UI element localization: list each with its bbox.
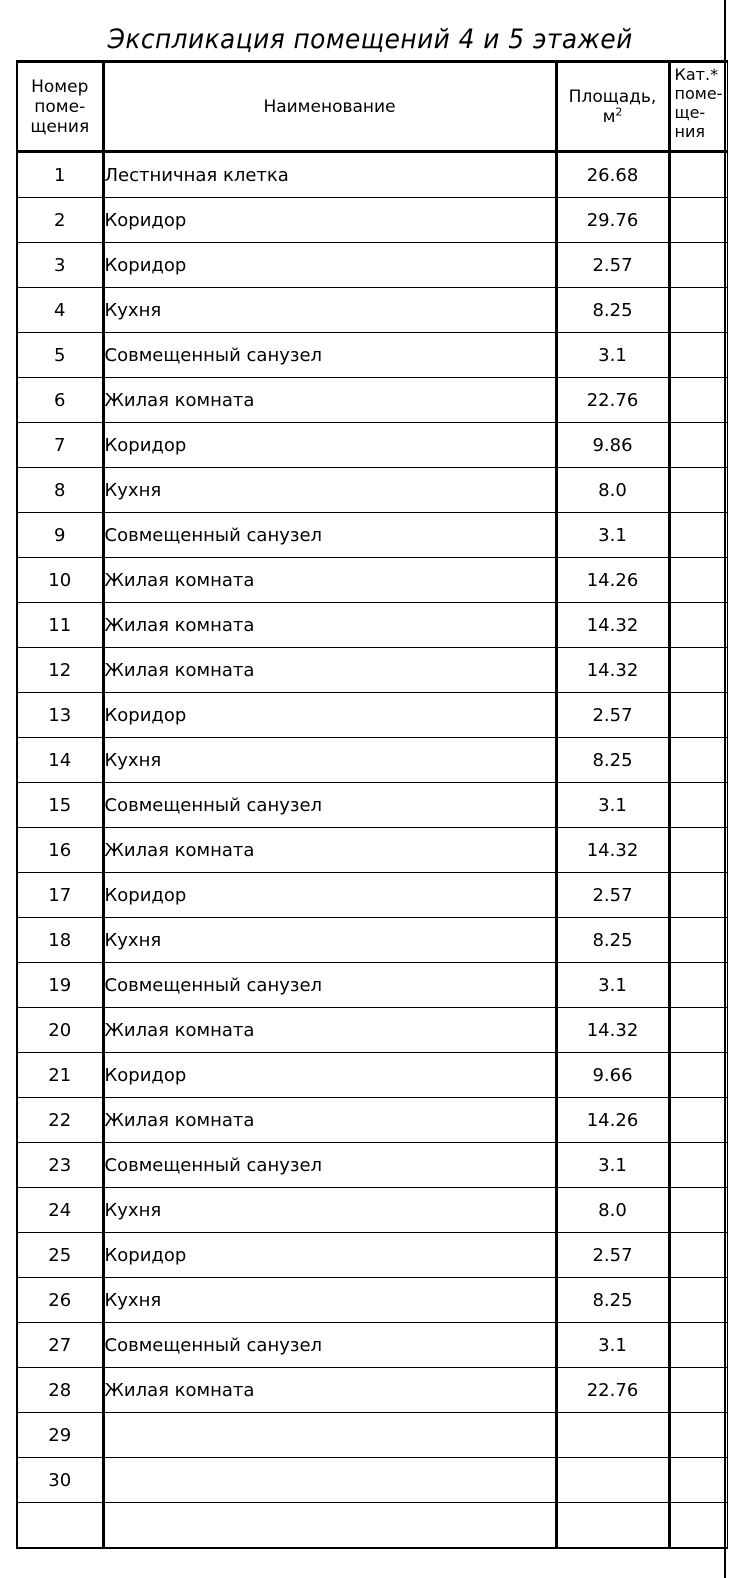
cell-area: 3.1 [556,1143,669,1188]
cell-category [669,828,727,873]
cell-room-number: 22 [17,1098,103,1143]
table-row [17,738,727,783]
cell-room-name: Коридор [103,1053,556,1098]
header-category-line: Кат.* [674,65,719,84]
cell-area: 8.0 [556,1188,669,1233]
cell-room-name: Кухня [103,918,556,963]
cell-room-number [17,1503,103,1549]
cell-category [669,1323,727,1368]
cell-room-name: Жилая комната [103,648,556,693]
header-category [669,62,727,152]
cell-category [669,423,727,468]
cell-category [669,1008,727,1053]
cell-room-name: Совмещенный санузел [103,1323,556,1368]
cell-category [669,1503,727,1549]
cell-category [669,378,727,423]
cell-area: 2.57 [556,1233,669,1278]
cell-category [669,693,727,738]
cell-room-number: 23 [17,1143,103,1188]
cell-room-name [103,1458,556,1503]
cell-room-name: Кухня [103,468,556,513]
header-category-line: ния [674,122,705,141]
table-row [17,1278,727,1323]
cell-room-name [103,1503,556,1549]
cell-room-name: Жилая комната [103,378,556,423]
cell-room-name: Коридор [103,1233,556,1278]
table-row [17,963,727,1008]
cell-room-name [103,1413,556,1458]
table-row [17,693,727,738]
cell-room-name: Коридор [103,423,556,468]
cell-area: 22.76 [556,1368,669,1413]
table-row [17,513,727,558]
cell-category [669,783,727,828]
table-row [17,828,727,873]
cell-area: 8.25 [556,1278,669,1323]
cell-room-number: 13 [17,693,103,738]
cell-room-name: Жилая комната [103,558,556,603]
explication-table [16,60,728,1549]
cell-category [669,152,727,198]
cell-room-name: Совмещенный санузел [103,783,556,828]
cell-category [669,873,727,918]
cell-area: 14.32 [556,828,669,873]
cell-room-number: 1 [17,152,103,198]
table-row [17,1098,727,1143]
cell-area: 26.68 [556,152,669,198]
cell-category [669,648,727,693]
cell-room-name: Кухня [103,1188,556,1233]
cell-room-number: 17 [17,873,103,918]
cell-area: 14.32 [556,648,669,693]
cell-category [669,918,727,963]
document-title: Экспликация помещений 4 и 5 этажей [107,24,633,55]
cell-category [669,333,727,378]
header-area [556,62,669,152]
cell-category [669,1053,727,1098]
cell-room-name: Коридор [103,693,556,738]
cell-room-name: Совмещенный санузел [103,963,556,1008]
cell-area: 8.0 [556,468,669,513]
cell-category [669,468,727,513]
cell-room-name: Лестничная клетка [103,152,556,198]
table-body [17,152,727,1549]
cell-room-number: 30 [17,1458,103,1503]
cell-category [669,603,727,648]
cell-room-number: 28 [17,1368,103,1413]
cell-category [669,1098,727,1143]
cell-area: 8.25 [556,918,669,963]
table-row [17,783,727,828]
table-row [17,468,727,513]
cell-room-number: 7 [17,423,103,468]
table-row [17,288,727,333]
cell-room-number: 9 [17,513,103,558]
cell-room-name: Коридор [103,243,556,288]
cell-category [669,198,727,243]
cell-area: 14.32 [556,603,669,648]
cell-room-number: 6 [17,378,103,423]
cell-category [669,1368,727,1413]
cell-room-number: 16 [17,828,103,873]
cell-category [669,558,727,603]
cell-category [669,963,727,1008]
cell-category [669,1278,727,1323]
cell-room-number: 18 [17,918,103,963]
cell-room-number: 4 [17,288,103,333]
cell-room-number: 12 [17,648,103,693]
cell-area: 8.25 [556,738,669,783]
table-row [17,1458,727,1503]
cell-room-number: 21 [17,1053,103,1098]
cell-area: 3.1 [556,963,669,1008]
cell-room-number: 26 [17,1278,103,1323]
table-row [17,603,727,648]
table-row [17,1323,727,1368]
cell-area: 9.86 [556,423,669,468]
cell-area: 3.1 [556,783,669,828]
cell-room-name: Коридор [103,198,556,243]
cell-area: 14.26 [556,1098,669,1143]
header-room-number-line: щения [30,116,90,137]
table-row [17,333,727,378]
cell-room-number: 5 [17,333,103,378]
table-row [17,1503,727,1549]
table-row [17,198,727,243]
cell-room-name: Жилая комната [103,828,556,873]
table-row [17,1368,727,1413]
cell-area: 3.1 [556,333,669,378]
cell-category [669,288,727,333]
cell-room-name: Кухня [103,738,556,783]
cell-room-number: 24 [17,1188,103,1233]
cell-area: 2.57 [556,873,669,918]
table-row [17,243,727,288]
cell-room-number: 11 [17,603,103,648]
cell-area [556,1458,669,1503]
cell-category [669,1458,727,1503]
header-room-name: Наименование [103,62,556,152]
cell-room-name: Совмещенный санузел [103,333,556,378]
cell-category [669,1413,727,1458]
area-unit-superscript: 2 [615,104,623,118]
header-area-label: Площадь, [568,86,657,107]
cell-area: 14.26 [556,558,669,603]
cell-category [669,1143,727,1188]
table-row [17,1188,727,1233]
cell-area: 3.1 [556,1323,669,1368]
cell-room-name: Коридор [103,873,556,918]
cell-room-number: 10 [17,558,103,603]
cell-area: 14.32 [556,1008,669,1053]
table-row [17,648,727,693]
cell-room-number: 2 [17,198,103,243]
cell-room-number: 19 [17,963,103,1008]
table-row [17,423,727,468]
cell-room-name: Жилая комната [103,1368,556,1413]
cell-room-name: Жилая комната [103,603,556,648]
cell-area [556,1503,669,1549]
cell-room-number: 29 [17,1413,103,1458]
cell-room-name: Жилая комната [103,1008,556,1053]
cell-area: 8.25 [556,288,669,333]
header-category-line: поме- [674,84,723,103]
cell-area: 2.57 [556,243,669,288]
cell-room-name: Кухня [103,288,556,333]
cell-category [669,513,727,558]
table-row [17,1233,727,1278]
table-row [17,918,727,963]
cell-room-number: 20 [17,1008,103,1053]
table-row [17,1008,727,1053]
cell-room-name: Кухня [103,1278,556,1323]
table-row [17,1053,727,1098]
cell-category [669,738,727,783]
cell-room-name: Совмещенный санузел [103,513,556,558]
table-row [17,873,727,918]
cell-area: 22.76 [556,378,669,423]
header-room-number-line: Номер [31,76,89,97]
table-row [17,152,727,198]
area-unit-text: м [602,106,616,127]
cell-area: 2.57 [556,693,669,738]
header-room-number [17,62,103,152]
header-category-line: ще- [674,103,706,122]
table-row [17,378,727,423]
cell-room-number: 27 [17,1323,103,1368]
table-row [17,1143,727,1188]
cell-room-name: Жилая комната [103,1098,556,1143]
header-room-number-line: поме- [34,96,86,117]
cell-room-number: 15 [17,783,103,828]
cell-room-number: 3 [17,243,103,288]
cell-category [669,1188,727,1233]
cell-area: 3.1 [556,513,669,558]
cell-room-number: 25 [17,1233,103,1278]
cell-room-number: 14 [17,738,103,783]
table-row [17,558,727,603]
cell-room-name: Совмещенный санузел [103,1143,556,1188]
cell-area: 9.66 [556,1053,669,1098]
cell-room-number: 8 [17,468,103,513]
cell-category [669,243,727,288]
table-header [17,62,727,152]
cell-area: 29.76 [556,198,669,243]
header-area-unit [558,104,668,127]
header-row [17,62,727,152]
cell-area [556,1413,669,1458]
table-row [17,1413,727,1458]
cell-category [669,1233,727,1278]
